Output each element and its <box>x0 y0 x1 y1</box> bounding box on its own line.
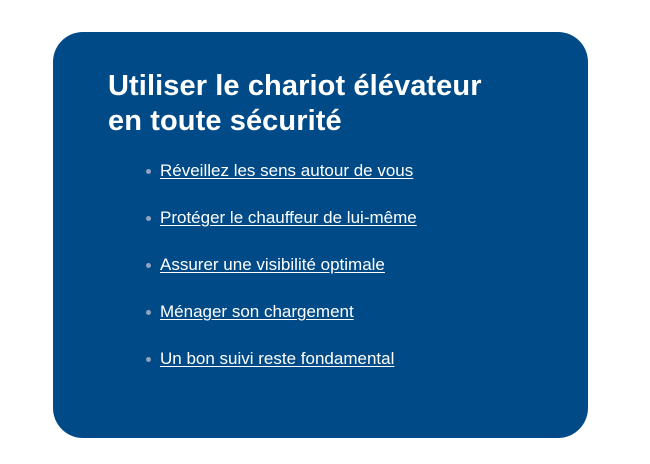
toc-link-reveillez-les-sens[interactable]: Réveillez les sens autour de vous <box>160 161 414 180</box>
card-title-line-1: Utiliser le chariot élévateur <box>108 70 482 102</box>
summary-card <box>53 32 588 438</box>
bullet-icon <box>146 263 151 268</box>
toc-link-proteger-le-chauffeur[interactable]: Protéger le chauffeur de lui-même <box>160 208 417 227</box>
bullet-icon <box>146 169 151 174</box>
toc-link-assurer-visibilite[interactable]: Assurer une visibilité optimale <box>160 255 385 274</box>
toc-item <box>146 349 548 396</box>
toc-item <box>146 161 548 208</box>
card-title-line-2: en toute sécurité <box>108 105 342 137</box>
toc-item <box>146 302 548 349</box>
toc-link-bon-suivi[interactable]: Un bon suivi reste fondamental <box>160 349 395 368</box>
bullet-icon <box>146 310 151 315</box>
toc-item <box>146 255 548 302</box>
card-title <box>108 69 548 139</box>
bullet-icon <box>146 216 151 221</box>
table-of-contents <box>108 161 548 396</box>
toc-item <box>146 208 548 255</box>
toc-link-menager-chargement[interactable]: Ménager son chargement <box>160 302 354 321</box>
bullet-icon <box>146 357 151 362</box>
